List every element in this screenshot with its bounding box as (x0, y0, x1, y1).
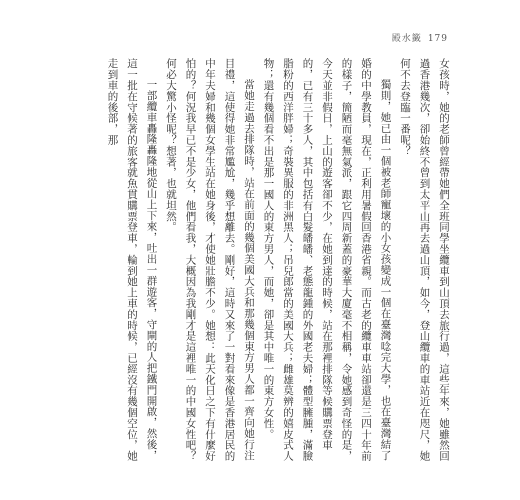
running-head (392, 31, 448, 44)
paragraph: 獨則，她已由一個被老師寵壞的小女孩變成一個在臺灣唸完大學，也在臺灣結了婚的中學教員，現在，正利用暑假回香港省親。而古老的纜車車站卻還是三四十年前的樣子，簡陋而毫無氣派，跟它四周新蓋的豪華大廈毫不相稱，令她感到奇怪的是，今天並非假日，上山的遊客卻不少，在她到達的時候，站在那裡排隊等候購票登車的，已有三十多人，其中包括有白髮皤皤、老態龍鍾的外國老夫婦；體型臃腫，滿臉脂粉的西洋胖婦；奇裝異服的非洲黑人；吊兒郎當的美國大兵；雌雄莫辨的嬉皮式人物；還有幾個看不出是那一國人的東方男人，而她，卻是其中唯一的東方女性。 (262, 58, 392, 462)
page-number: 179 (427, 34, 448, 44)
paragraph: 女孩時，她的老師曾經帶她們全班同學坐纜車到山頂去旅行過，這些年來，她雖然回過香港幾次，卻始終不曾到太平山再去過山頂，如今，登山纜車的車站近在咫尺，她何不去登臨一番呢？ (399, 58, 450, 462)
paragraph: 一部纜車轟隆轟隆地從山上下來，吐出一群遊客，守閘的人把鐵門開啟，然後，這一批在守候著的旅客就魚貫購票登車，輪到她上車的時候，已經沒有幾個空位，她走到車的後部，那 (106, 58, 158, 462)
running-head-title: 殿水籤 (391, 34, 422, 44)
paragraph: 當她走過去排隊時，站在前面的幾個美國大兵和那幾個東方男人都一齊向她行注目禮，這使得她非常尷尬，幾乎想離去。剛好，這時又來了一對看來像是香港居民的中年夫婦和幾個女學生站在她身後，才使她壯膽不少。她想：此天化日之下有什麼好怕的？何況我早已不是少女，他們看我，大概因為我剛才是這裡唯一的中國女性吧？何必大驚小怪呢？想著，也就坦然。 (165, 58, 255, 462)
body-text (53, 58, 453, 463)
